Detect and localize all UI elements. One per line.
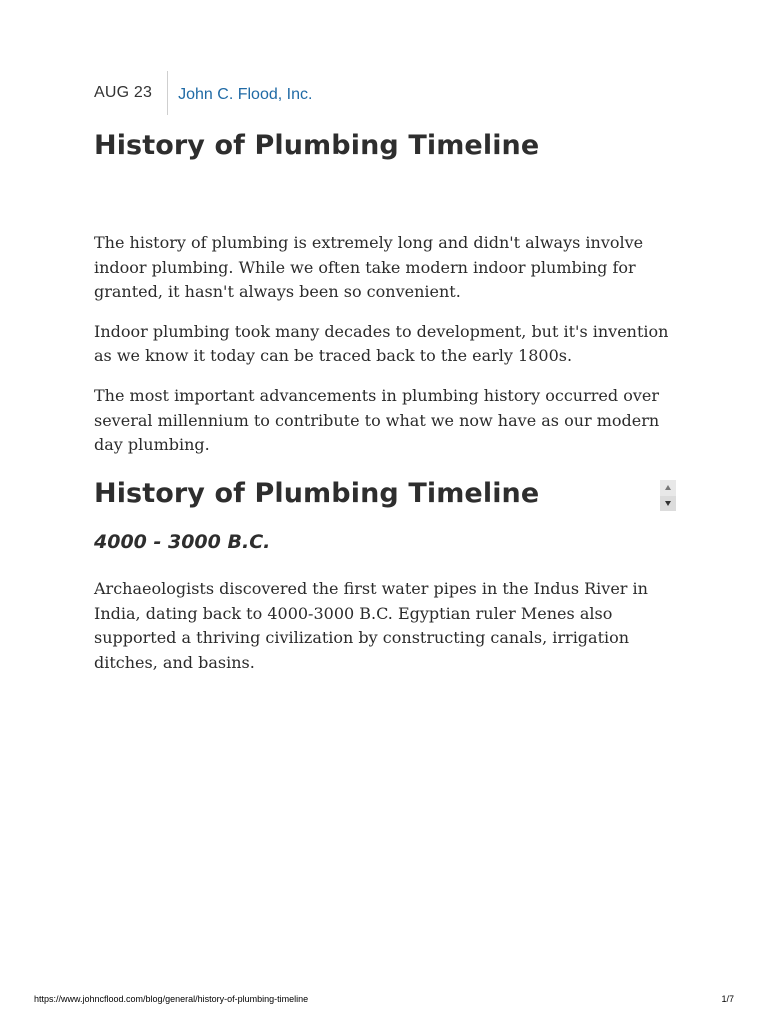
era-heading: 4000 - 3000 B.C.	[94, 531, 271, 553]
post-meta	[94, 71, 312, 115]
triangle-up-icon	[665, 485, 671, 490]
page-number: 1/7	[721, 994, 734, 1004]
intro-paragraph: The history of plumbing is extremely long and didn't always involve indoor plumbing. While we often take modern indoor plumbing for granted, it hasn't always been so convenient.	[94, 233, 644, 302]
intro-paragraph: The most important advancements in plumbing history occurred over several millennium to contribute to what we now have as our modern day plumbing.	[94, 385, 660, 455]
scroll-spinner[interactable]	[660, 480, 676, 511]
footer-url: https://www.johncflood.com/blog/general/history-of-plumbing-timeline	[34, 994, 309, 1004]
triangle-down-icon	[665, 501, 671, 506]
author-link[interactable]: John C. Flood, Inc.	[178, 86, 313, 103]
spinner-down-button[interactable]	[660, 496, 676, 512]
era-paragraph: Archaeologists discovered the first water pipes in the Indus River in India, dating back to 4000-3000 B.C. Egyptian ruler Menes also supported a thriving civilization by constructing canals, irrigation ditches, and basins.	[94, 579, 648, 672]
post-date: AUG 23	[94, 84, 153, 101]
page-title: History of Plumbing Timeline	[94, 130, 540, 161]
article-intro	[94, 231, 684, 473]
section-heading: History of Plumbing Timeline	[94, 478, 540, 509]
spinner-up-button[interactable]	[660, 480, 676, 496]
timeline-section-header	[94, 478, 678, 514]
intro-paragraph: Indoor plumbing took many decades to development, but it's invention as we know it today can be traced back to the early 1800s.	[94, 321, 669, 366]
